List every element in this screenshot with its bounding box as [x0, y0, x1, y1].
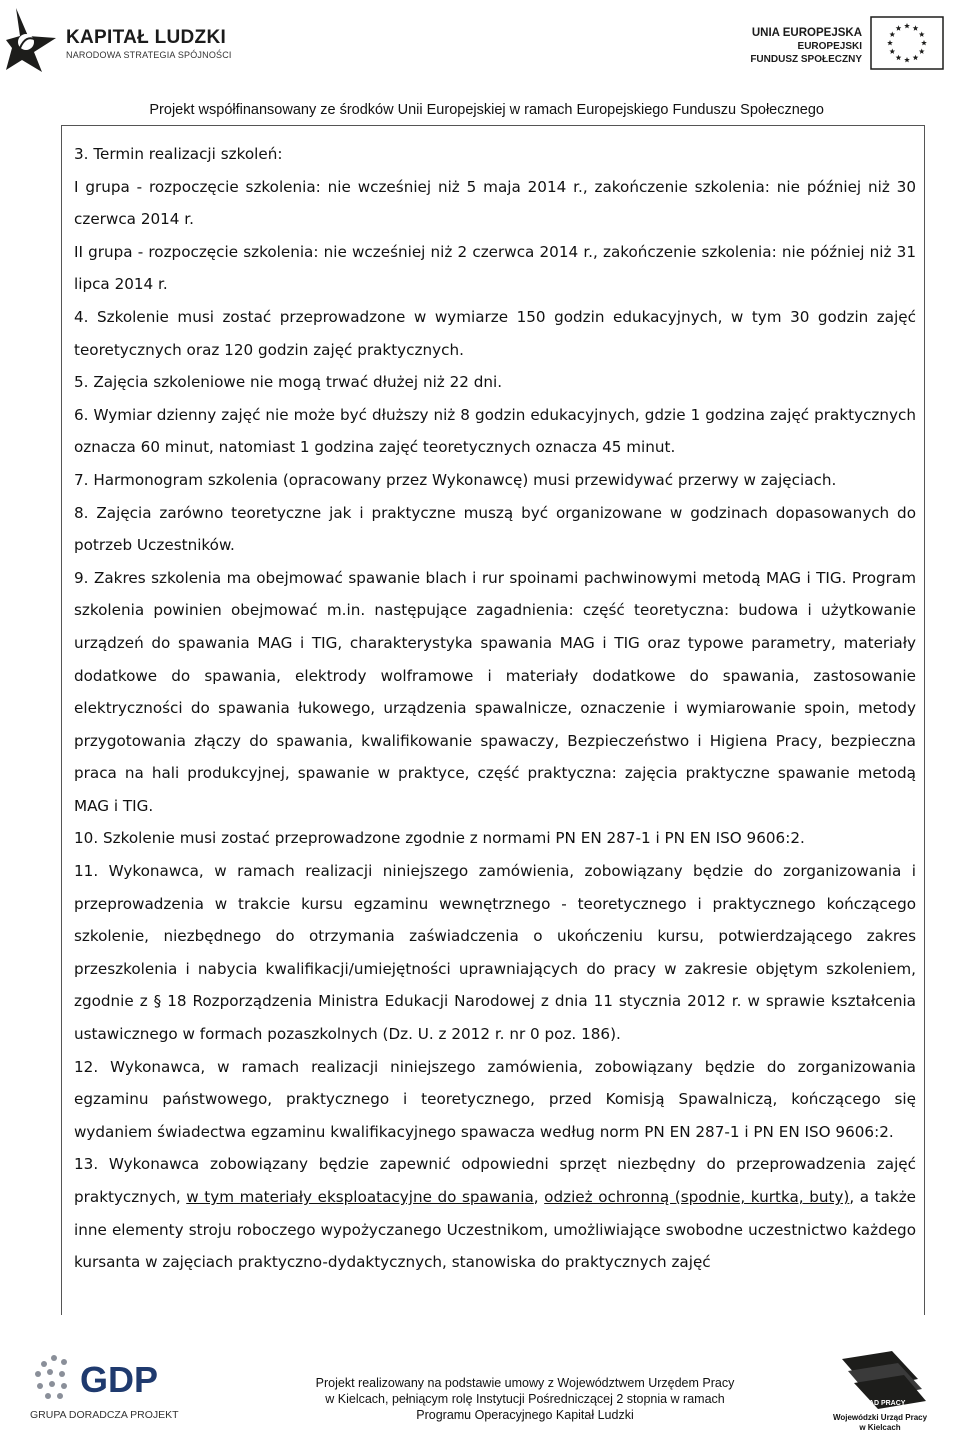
section-13	[74, 1148, 916, 1278]
urzad-pracy-logo	[832, 1349, 928, 1409]
urzad-pracy-logo-text: URZĄD PRACY	[854, 1400, 906, 1407]
eu-star-icon	[896, 55, 902, 60]
gdp-logo-text: GDP	[80, 1359, 159, 1400]
section-13-underlined-2: odzież ochronną (spodnie, kurtka, buty)	[544, 1188, 850, 1206]
section-4: 4. Szkolenie musi zostać przeprowadzone w wymiarze 150 godzin edukacyjnych, w tym 30 godzin zajęć teoretycznych oraz 120 godzin zajęć praktycznych.	[74, 307, 916, 359]
section-5: 5. Zajęcia szkoleniowe nie mogą trwać dłużej niż 22 dni.	[74, 373, 503, 392]
eu-star-icon	[887, 40, 893, 45]
section-3-group-2: II grupa - rozpoczęcie szkolenia: nie wcześniej niż 2 czerwca 2014 r., zakończenie szkolenia: nie później niż 31 lipca 2014 r.	[74, 242, 916, 294]
logo-title: KAPITAŁ LUDZKI	[66, 27, 227, 48]
eu-star-icon	[913, 55, 919, 60]
urzad-pracy-caption-2: w Kielcach	[859, 1423, 901, 1432]
logo-subtitle: NARODOWA STRATEGIA SPÓJNOŚCI	[66, 50, 232, 60]
section-13-part-b: ,	[533, 1188, 545, 1206]
gdp-logo	[30, 1350, 170, 1405]
section-6: 6. Wymiar dzienny zajęć nie może być dłuższy niż 8 godzin edukacyjnych, gdzie 1 godzina zajęć praktycznych oznacza 60 minut, natomiast 1 godzina zajęć teoretycznych oznacza 45 minut.	[74, 405, 916, 457]
eu-star-icon	[889, 32, 895, 37]
eu-star-icon	[921, 40, 927, 45]
footer-line-3: Programu Operacyjnego Kapitał Ludzki	[416, 1408, 634, 1422]
eu-star-icon	[896, 25, 902, 30]
eu-star-icon	[919, 49, 925, 54]
urzad-pracy-caption-1: Wojewódzki Urząd Pracy	[832, 1413, 928, 1422]
gdp-globe-icon	[35, 1355, 67, 1399]
document-body	[74, 138, 916, 1279]
section-13-underlined-1: w tym materiały eksploatacyjne do spawania	[186, 1188, 534, 1206]
section-13-part-c: , a także inne elementy stroju roboczego wypożyczanego Uczestnikom, umożliwiające swobodne uczestnictwo każdego kursanta w zajęciach praktyczno-dydaktycznych, stanowiska do praktycznych zajęć	[74, 1188, 917, 1272]
eu-logo-line2: EUROPEJSKI	[797, 41, 862, 52]
eu-star-icon	[904, 23, 910, 28]
eu-star-icon	[919, 32, 925, 37]
section-9: 9. Zakres szkolenia ma obejmować spawanie blach i rur spoinami pachwinowymi metodą MAG i TIG. Program szkolenia powinien obejmować m.in. następujące zagadnienia: część teoretyczna: budowa i użytkowanie urządzeń do spawania MAG i TIG, charakterystyka spawania MAG i TIG oraz typowe parametry, materiały dodatkowe do spawania, elektrody wolframowe i materiały dodatkowe do spawania, zastosowanie elektryczności do spawania łukowego, urządzenia spawalnicze, oznaczenie i wymiarowanie spoin, metody przygotowania złączy do spawania, kwalifikowanie spawaczy, Bezpieczeństwo i Higiena Pracy, bezpieczna praca na hali produkcyjnej, spawanie w praktyce, część praktyczna: zajęcia praktyczne spawanie metodą MAG i TIG.	[74, 568, 916, 815]
section-10: 10. Szkolenie musi zostać przeprowadzone zgodnie z normami PN EN 287-1 i PN EN ISO 9606:2.	[74, 829, 805, 848]
eu-star-icon	[904, 57, 910, 62]
gdp-subtitle: GRUPA DORADCZA PROJEKT	[30, 1409, 179, 1421]
footer-note	[280, 1375, 770, 1423]
eu-star-icon	[889, 49, 895, 54]
section-3-group-1: I grupa - rozpoczęcie szkolenia: nie wcześniej niż 5 maja 2014 r., zakończenie szkolenia: nie później niż 30 czerwca 2014 r.	[74, 177, 916, 229]
section-8: 8. Zajęcia zarówno teoretyczne jak i praktyczne muszą być organizowane w godzinach dopasowanych do potrzeb Uczestników.	[74, 503, 916, 555]
section-3-title: 3. Termin realizacji szkoleń:	[74, 145, 283, 163]
section-11: 11. Wykonawca, w ramach realizacji niniejszego zamówienia, zobowiązany będzie do zorganizowania i przeprowadzenia w trakcie kursu egzaminu wewnętrznego - teoretycznego i praktycznego kończącego szkolenie, niezbędnego do otrzymania zaświadczenia o ukończeniu kursu, potwierdzającego zakres przeszkolenia i nabycia kwalifikacji/umiejętności uprawniających do pracy w zakresie objętym szkoleniem, zgodnie z § 18 Rozporządzenia Ministra Edukacji Narodowej z dnia 11 stycznia 2012 r. w sprawie kształcenia ustawicznego w formach pozaszkolnych (Dz. U. z 2012 r. nr 0 poz. 186).	[74, 862, 916, 1044]
section-7: 7. Harmonogram szkolenia (opracowany przez Wykonawcę) musi przewidywać przerwy w zajęciach.	[74, 470, 837, 489]
kapital-ludzki-emblem-icon	[6, 8, 56, 72]
cofinance-note: Projekt współfinansowany ze środków Unii Europejskiej w ramach Europejskiego Funduszu Społecznego	[149, 102, 824, 118]
section-13-part-a: 13. Wykonawca zobowiązany będzie zapewnić odpowiedni sprzęt niezbędny do przeprowadzenia zajęć praktycznych,	[74, 1155, 916, 1206]
eu-flag-icon	[870, 16, 944, 70]
eu-star-icon	[913, 25, 919, 30]
footer-line-2: w Kielcach, pełniącym rolę Instytucji Pośredniczącej 2 stopnia w ramach	[325, 1392, 725, 1406]
footer-line-1: Projekt realizowany na podstawie umowy z Województwem Urzędem Pracy	[315, 1376, 735, 1390]
eu-logo-line3: FUNDUSZ SPOŁECZNY	[750, 54, 862, 65]
eu-logo-line1: UNIA EUROPEJSKA	[751, 27, 862, 39]
section-12: 12. Wykonawca, w ramach realizacji niniejszego zamówienia, zobowiązany będzie do zorganizowania egzaminu państwowego, praktycznego i teoretycznego, przed Komisją Spawalniczą, kończącego się wydaniem świadectwa egzaminu kwalifikacyjnego spawacza według norm PN EN 287-1 i PN EN ISO 9606:2.	[74, 1057, 916, 1141]
